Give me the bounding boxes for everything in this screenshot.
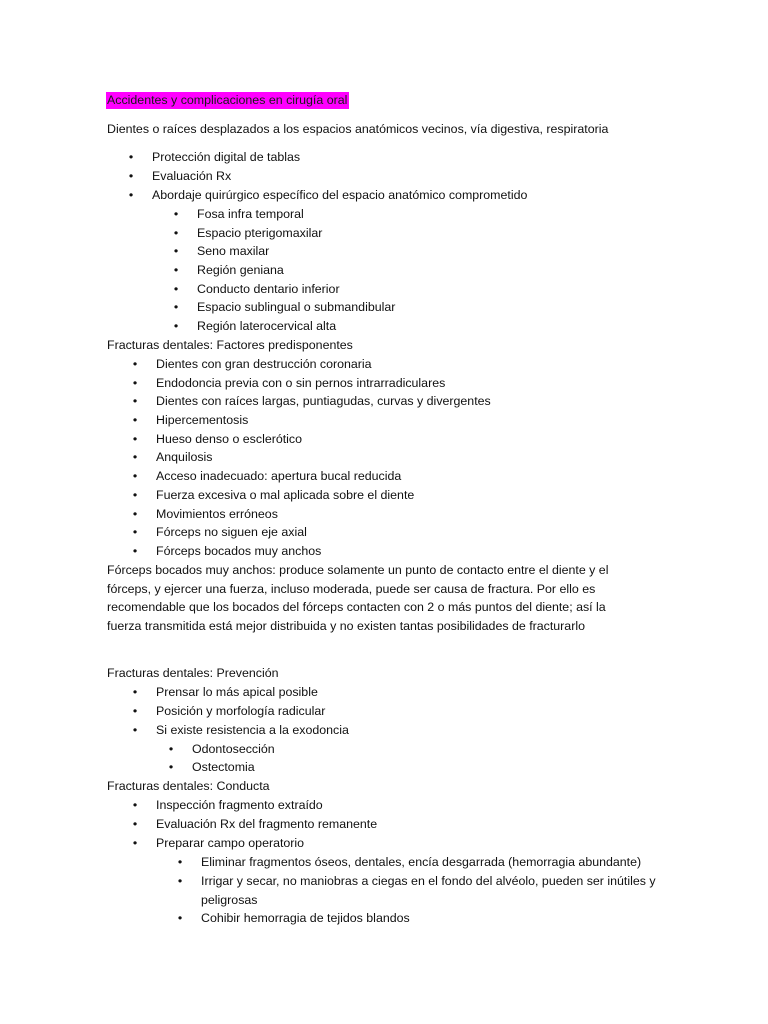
bullet: • (173, 300, 179, 314)
bullet: • (177, 874, 183, 888)
bullet: • (132, 432, 138, 446)
sub-list-item: Eliminar fragmentos óseos, dentales, encía desgarrada (hemorragia abundante) (201, 855, 642, 869)
document-title: Accidentes y complicaciones en cirugía oral (107, 93, 348, 107)
sub-list-item: Cohibir hemorragia de tejidos blandos (201, 911, 410, 925)
list-item: Prensar lo más apical posible (156, 685, 318, 699)
bullet: • (132, 357, 138, 371)
bullet: • (168, 760, 174, 774)
section-heading-conduct: Fracturas dentales: Conducta (107, 779, 270, 793)
bullet: • (132, 488, 138, 502)
bullet: • (132, 413, 138, 427)
list-item: Fórceps bocados muy anchos (156, 544, 322, 558)
sub-list-item: Espacio sublingual o submandibular (197, 300, 396, 314)
list-item: Inspección fragmento extraído (156, 798, 323, 812)
sub-list-item: Región laterocervical alta (197, 319, 337, 333)
bullet: • (132, 525, 138, 539)
bullet: • (128, 188, 134, 202)
list-item: Anquilosis (156, 450, 213, 464)
list-item: Posición y morfología radicular (156, 704, 326, 718)
list-item: Fórceps no siguen eje axial (156, 525, 307, 539)
bullet: • (132, 507, 138, 521)
list-item: Protección digital de tablas (152, 150, 301, 164)
bullet: • (168, 742, 174, 756)
sub-list-item: Ostectomia (192, 760, 255, 774)
bullet: • (132, 723, 138, 737)
bullet: • (177, 911, 183, 925)
forceps-paragraph: Fórceps bocados muy anchos: produce solamente un punto de contacto entre el diente y el fórceps, y ejercer una fuerza, incluso moderada, puede ser causa de fractura. Por ello es recomendable que los bocados del fórceps contacten con 2 o más puntos del diente; así la fuerza transmitida está mejor distribuida y no existen tantas posibilidades de fracturarlo (107, 563, 609, 634)
bullet: • (132, 836, 138, 850)
bullet: • (173, 207, 179, 221)
list-item: Movimientos erróneos (156, 507, 278, 521)
sub-list-item: Irrigar y secar, no maniobras a ciegas en el fondo del alvéolo, pueden ser inútiles y peligrosas (201, 874, 656, 907)
sub-list-item: Fosa infra temporal (197, 207, 304, 221)
list-item: Si existe resistencia a la exodoncia (156, 723, 349, 737)
bullet: • (173, 263, 179, 277)
list-item: Evaluación Rx del fragmento remanente (156, 817, 378, 831)
list-item: Acceso inadecuado: apertura bucal reducida (156, 469, 402, 483)
bullet: • (132, 798, 138, 812)
bullet: • (128, 150, 134, 164)
bullet: • (132, 685, 138, 699)
section-heading-prevention: Fracturas dentales: Prevención (107, 666, 279, 680)
section-heading-displaced-roots: Dientes o raíces desplazados a los espacios anatómicos vecinos, vía digestiva, respiratoria (107, 122, 609, 136)
list-item: Hueso denso o esclerótico (156, 432, 303, 446)
bullet: • (132, 469, 138, 483)
bullet: • (128, 169, 134, 183)
bullet: • (173, 282, 179, 296)
list-item: Evaluación Rx (152, 169, 232, 183)
bullet: • (173, 319, 179, 333)
bullet: • (132, 450, 138, 464)
bullet: • (132, 544, 138, 558)
sub-list-item: Región geniana (197, 263, 284, 277)
sub-list-item: Conducto dentario inferior (197, 282, 340, 296)
bullet: • (132, 704, 138, 718)
bullet: • (177, 855, 183, 869)
sub-list-item: Espacio pterigomaxilar (197, 226, 323, 240)
bullet: • (132, 394, 138, 408)
bullet: • (132, 817, 138, 831)
bullet: • (132, 376, 138, 390)
bullet: • (173, 226, 179, 240)
list-item: Preparar campo operatorio (156, 836, 305, 850)
sub-list-item: Odontosección (192, 742, 275, 756)
bullet: • (173, 244, 179, 258)
list-item: Fuerza excesiva o mal aplicada sobre el diente (156, 488, 415, 502)
list-item: Abordaje quirúrgico específico del espacio anatómico comprometido (152, 188, 528, 202)
list-item: Hipercementosis (156, 413, 249, 427)
section-heading-predisposing-factors: Fracturas dentales: Factores predisponentes (107, 338, 353, 352)
list-item: Dientes con raíces largas, puntiagudas, curvas y divergentes (156, 394, 491, 408)
sub-list-item: Seno maxilar (197, 244, 270, 258)
list-item: Endodoncia previa con o sin pernos intrarradiculares (156, 376, 446, 390)
list-item: Dientes con gran destrucción coronaria (156, 357, 372, 371)
